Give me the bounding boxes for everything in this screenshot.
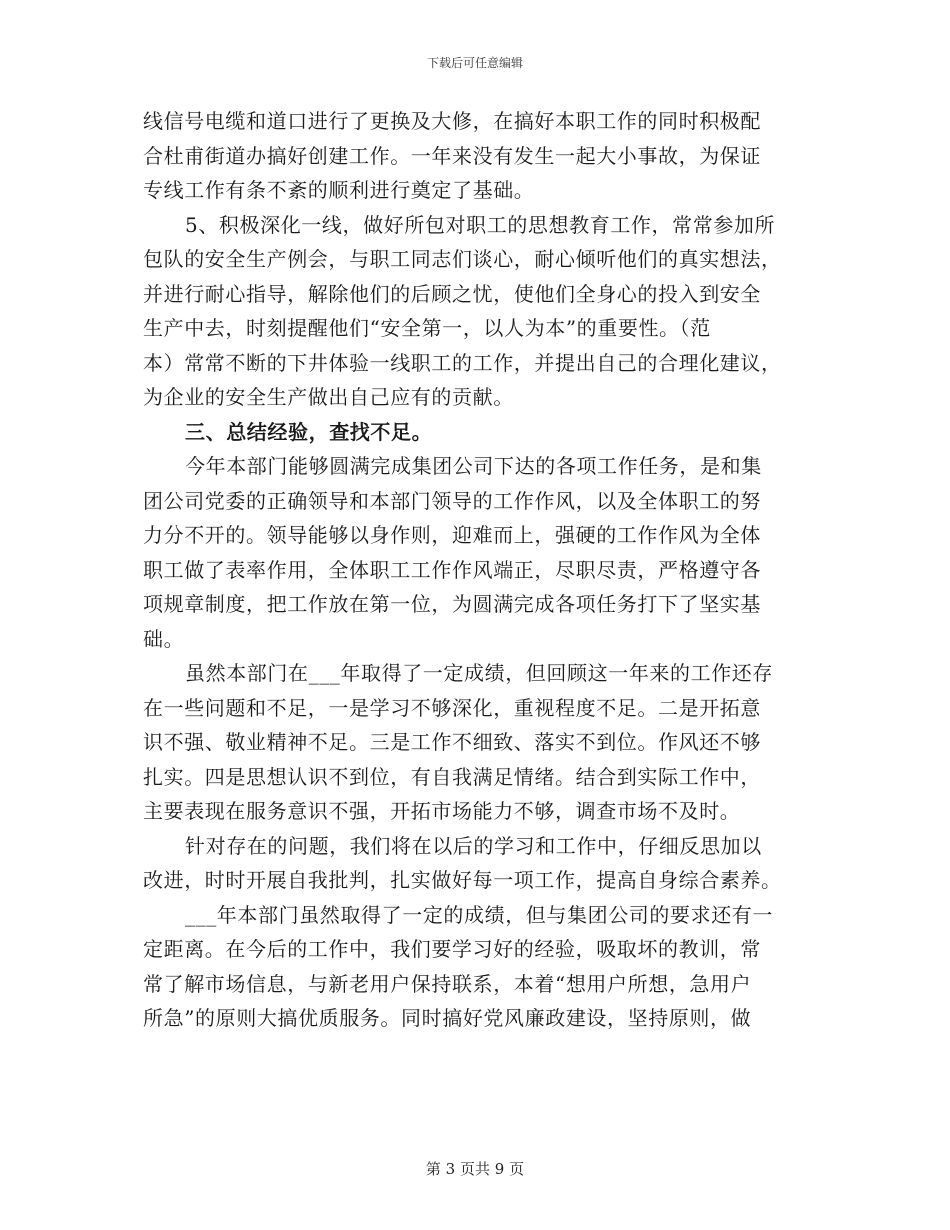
text-line: 项规章制度，把工作放在第一位，为圆满完成各项任务打下了坚实基 <box>143 592 761 616</box>
text-line: 线信号电缆和道口进行了更换及大修，在搞好本职工作的同时积极配 <box>143 109 761 133</box>
paragraph-start-line: 虽然本部门在___年取得了一定成绩，但回顾这一年来的工作还存 <box>185 661 773 685</box>
text-line: 并进行耐心指导，解除他们的后顾之忧，使他们全身心的投入到安全 <box>143 281 761 306</box>
text-line: 扎实。四是思想认识不到位，有自我满足情绪。结合到实际工作中， <box>143 764 761 789</box>
section-heading: 三、总结经验，查找不足。 <box>185 419 433 444</box>
text-line: 主要表现在服务意识不强，开拓市场能力不够，调查市场不及时。 <box>143 799 741 823</box>
text-line: 为企业的安全生产做出自己应有的贡献。 <box>143 385 514 409</box>
text-line: 础。 <box>143 626 185 651</box>
text-line: 本）常常不断的下井体验一线职工的工作，并提出自己的合理化建议， <box>143 350 782 375</box>
text-line: 专线工作有条不紊的顺利进行奠定了基础。 <box>143 178 535 202</box>
page-header: 下载后可任意编辑 <box>426 56 523 70</box>
document-body <box>143 104 813 1036</box>
text-line: 合杜甫街道办搞好创建工作。一年来没有发生一起大小事故，为保证 <box>143 143 761 168</box>
page-footer: 第 3 页共 9 页 <box>425 1160 525 1178</box>
text-line: 改进，时时开展自我批判，扎实做好每一项工作，提高自身综合素养。 <box>143 868 782 892</box>
paragraph-start-line: ___年本部门虽然取得了一定的成绩，但与集团公司的要求还有一 <box>185 902 773 927</box>
text-line: 力分不开的。领导能够以身作则，迎难而上，强硬的工作作风为全体 <box>143 523 761 547</box>
text-line: 团公司党委的正确领导和本部门领导的工作作风，以及全体职工的努 <box>143 488 761 513</box>
text-line: 定距离。在今后的工作中，我们要学习好的经验，吸取坏的教训，常 <box>143 937 761 961</box>
text-line: 常了解市场信息，与新老用户保持联系，本着“想用户所想，急用户 <box>143 971 752 996</box>
text-line: 在一些问题和不足，一是学习不够深化，重视程度不足。二是开拓意 <box>143 695 761 720</box>
paragraph-start-line: 5、积极深化一线，做好所包对职工的思想教育工作，常常参加所 <box>185 212 776 237</box>
paragraph-start-line: 今年本部门能够圆满完成集团公司下达的各项工作任务，是和集 <box>185 454 762 478</box>
paragraph-start-line: 针对存在的问题，我们将在以后的学习和工作中，仔细反思加以 <box>185 833 762 858</box>
text-line: 所急”的原则大搞优质服务。同时搞好党风廉政建设，坚持原则，做 <box>143 1006 752 1030</box>
text-line: 职工做了表率作用，全体职工工作作风端正，尽职尽责，严格遵守各 <box>143 557 761 582</box>
text-line: 生产中去，时刻提醒他们“安全第一，以人为本”的重要性。（范 <box>143 316 711 340</box>
text-line: 包队的安全生产例会，与职工同志们谈心，耐心倾听他们的真实想法， <box>143 247 782 271</box>
text-line: 识不强、敬业精神不足。三是工作不细致、落实不到位。作风还不够 <box>143 730 761 754</box>
